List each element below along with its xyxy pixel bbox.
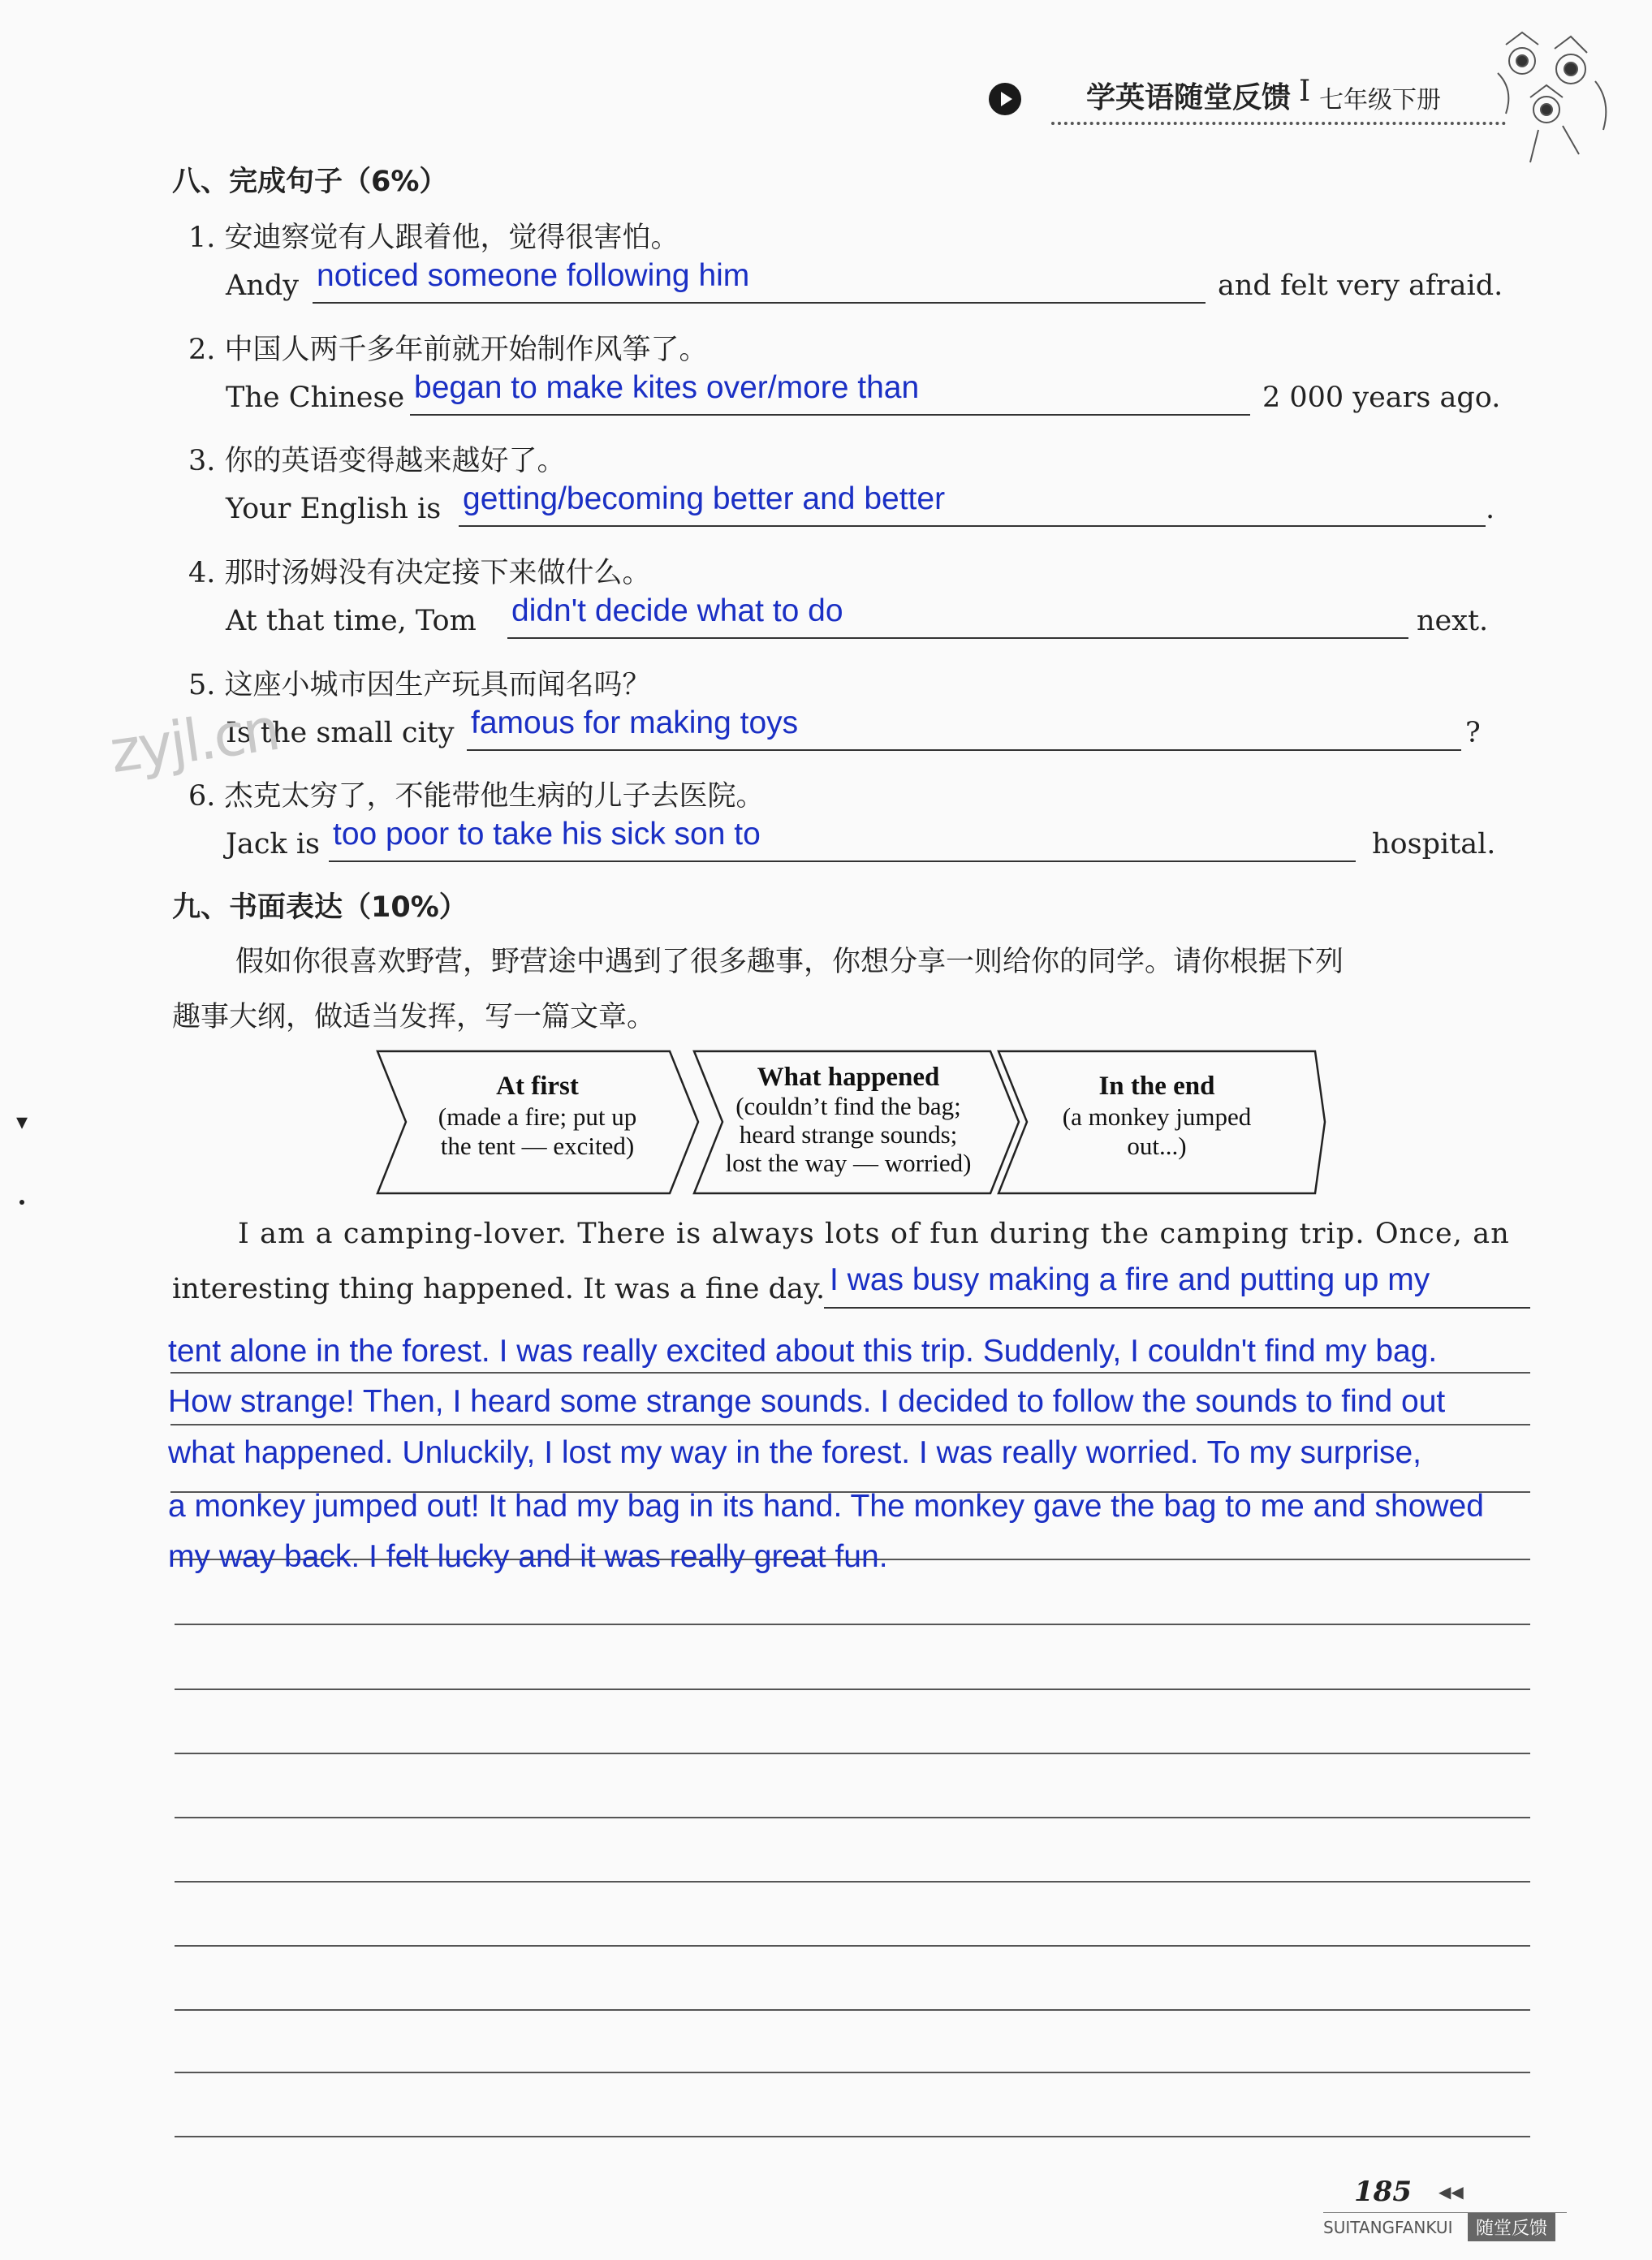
sentence-1-answer: noticed someone following him	[317, 258, 750, 293]
outline-diagram	[373, 1047, 1327, 1197]
outline-step-1-line-1: (made a fire; put up	[438, 1102, 637, 1131]
sentence-6-blank[interactable]	[329, 860, 1356, 862]
outline-step-3-line-2: out...)	[1127, 1132, 1187, 1160]
sentence-2-suffix: 2 000 years ago.	[1262, 382, 1501, 414]
sentence-1-suffix: and felt very afraid.	[1218, 270, 1503, 302]
sentence-4-chinese: 4. 那时汤姆没有决定接下来做什么。	[188, 557, 651, 589]
sentence-5-blank[interactable]	[467, 749, 1461, 751]
sentence-1-chinese: 1. 安迪察觉有人跟着他，觉得很害怕。	[188, 222, 679, 254]
sentence-4-blank[interactable]	[507, 637, 1408, 639]
sentence-5-chinese: 5. 这座小城市因生产玩具而闻名吗？	[188, 669, 651, 701]
sentence-5-suffix: ?	[1465, 717, 1481, 749]
page-number: 185	[1354, 2176, 1412, 2208]
sentence-4-answer: didn't decide what to do	[511, 593, 843, 628]
essay-start-line-1: I am a camping-lover. There is always lots of fun during the camping trip. Once, an	[238, 1218, 1510, 1250]
outline-step-2-line-1: (couldn’t find the bag;	[735, 1092, 961, 1120]
sentence-3-chinese: 3. 你的英语变得越来越好了。	[188, 445, 566, 477]
essay-line-9[interactable]	[175, 1817, 1530, 1818]
essay-line-10[interactable]	[175, 1881, 1530, 1883]
outline-step-2-line-2: heard strange sounds;	[739, 1120, 958, 1149]
essay-answer-line-5: a monkey jumped out! It had my bag in its hand. The monkey gave the bag to me and showed	[168, 1489, 1484, 1524]
outline-step-3-title: In the end	[1098, 1072, 1215, 1101]
writing-prompt-line-1: 假如你很喜欢野营，野营途中遇到了很多趣事，你想分享一则给你的同学。请你根据下列	[235, 946, 1344, 978]
footer-pinyin: SUITANGFANKUI	[1323, 2218, 1453, 2237]
essay-start-line-2: interesting thing happened. It was a fine day.	[172, 1273, 826, 1305]
book-title: 学英语随堂反馈	[1086, 81, 1292, 114]
essay-answer-line-2: tent alone in the forest. I was really excited about this trip. Suddenly, I couldn't find my bag.	[168, 1334, 1438, 1369]
writing-prompt-line-2: 趣事大纲，做适当发挥，写一篇文章。	[172, 1001, 656, 1033]
margin-mark: ▾	[16, 1108, 28, 1135]
outline-step-1-line-2: the tent — excited)	[440, 1132, 635, 1160]
section8-heading: 八、完成句子（6%）	[172, 166, 448, 198]
sentence-4-suffix: next.	[1417, 605, 1489, 637]
essay-answer-line-3: How strange! Then, I heard some strange sounds. I decided to follow the sounds to find out	[168, 1384, 1446, 1419]
watermark-text: zyjl.cn	[106, 694, 283, 787]
sentence-1-blank[interactable]	[313, 302, 1206, 304]
play-icon	[989, 83, 1021, 115]
sentence-4-prefix: At that time, Tom	[226, 605, 477, 637]
back-arrows-icon: ◀◀	[1438, 2182, 1464, 2202]
header-dotted-rule	[1051, 122, 1506, 125]
section9-heading: 九、书面表达（10%）	[172, 891, 468, 924]
essay-line-8[interactable]	[175, 1753, 1530, 1754]
essay-answer-line-1: I was busy making a fire and putting up my	[830, 1262, 1430, 1297]
essay-line-3[interactable]	[170, 1424, 1530, 1425]
sentence-6-answer: too poor to take his sick son to	[333, 817, 761, 852]
sentence-5-answer: famous for making toys	[471, 705, 799, 740]
essay-line-12[interactable]	[175, 2009, 1530, 2011]
sentence-2-blank[interactable]	[410, 414, 1250, 416]
essay-line-2[interactable]	[170, 1372, 1530, 1374]
flower-decoration-icon	[1482, 24, 1620, 179]
sentence-6-suffix: hospital.	[1372, 828, 1496, 860]
essay-line-14[interactable]	[175, 2136, 1530, 2137]
essay-line-7[interactable]	[175, 1689, 1530, 1690]
sentence-6-chinese: 6. 杰克太穷了，不能带他生病的儿子去医院。	[188, 780, 765, 813]
essay-line-1[interactable]	[824, 1307, 1530, 1309]
sentence-3-blank[interactable]	[459, 525, 1486, 527]
footer-badge: 随堂反馈	[1468, 2213, 1555, 2241]
sentence-3-suffix: .	[1486, 493, 1495, 525]
sentence-3-prefix: Your English is	[226, 493, 442, 525]
sentence-3-answer: getting/becoming better and better	[463, 481, 946, 516]
essay-line-13[interactable]	[175, 2072, 1530, 2073]
outline-step-3-line-1: (a monkey jumped	[1062, 1102, 1252, 1131]
grade-label: 七年级下册	[1319, 86, 1441, 114]
sentence-2-prefix: The Chinese	[226, 382, 405, 414]
sentence-1-prefix: Andy	[226, 270, 299, 302]
essay-line-6[interactable]	[175, 1624, 1530, 1625]
outline-step-2-line-3: lost the way — worried)	[725, 1149, 972, 1177]
outline-step-2-title: What happened	[757, 1063, 940, 1092]
outline-step-1-title: At first	[496, 1072, 579, 1101]
sentence-5-prefix: Is the small city	[226, 717, 455, 749]
sentence-2-chinese: 2. 中国人两千多年前就开始制作风筝了。	[188, 334, 708, 366]
margin-dot	[19, 1200, 24, 1205]
sentence-6-prefix: Jack is	[226, 828, 320, 860]
essay-answer-line-6: my way back. I felt lucky and it was really great fun.	[168, 1539, 888, 1574]
title-separator: I	[1299, 75, 1311, 108]
sentence-2-answer: began to make kites over/more than	[414, 370, 920, 405]
essay-answer-line-4: what happened. Unluckily, I lost my way in the forest. I was really worried. To my surprise,	[168, 1435, 1422, 1470]
essay-line-11[interactable]	[175, 1945, 1530, 1947]
